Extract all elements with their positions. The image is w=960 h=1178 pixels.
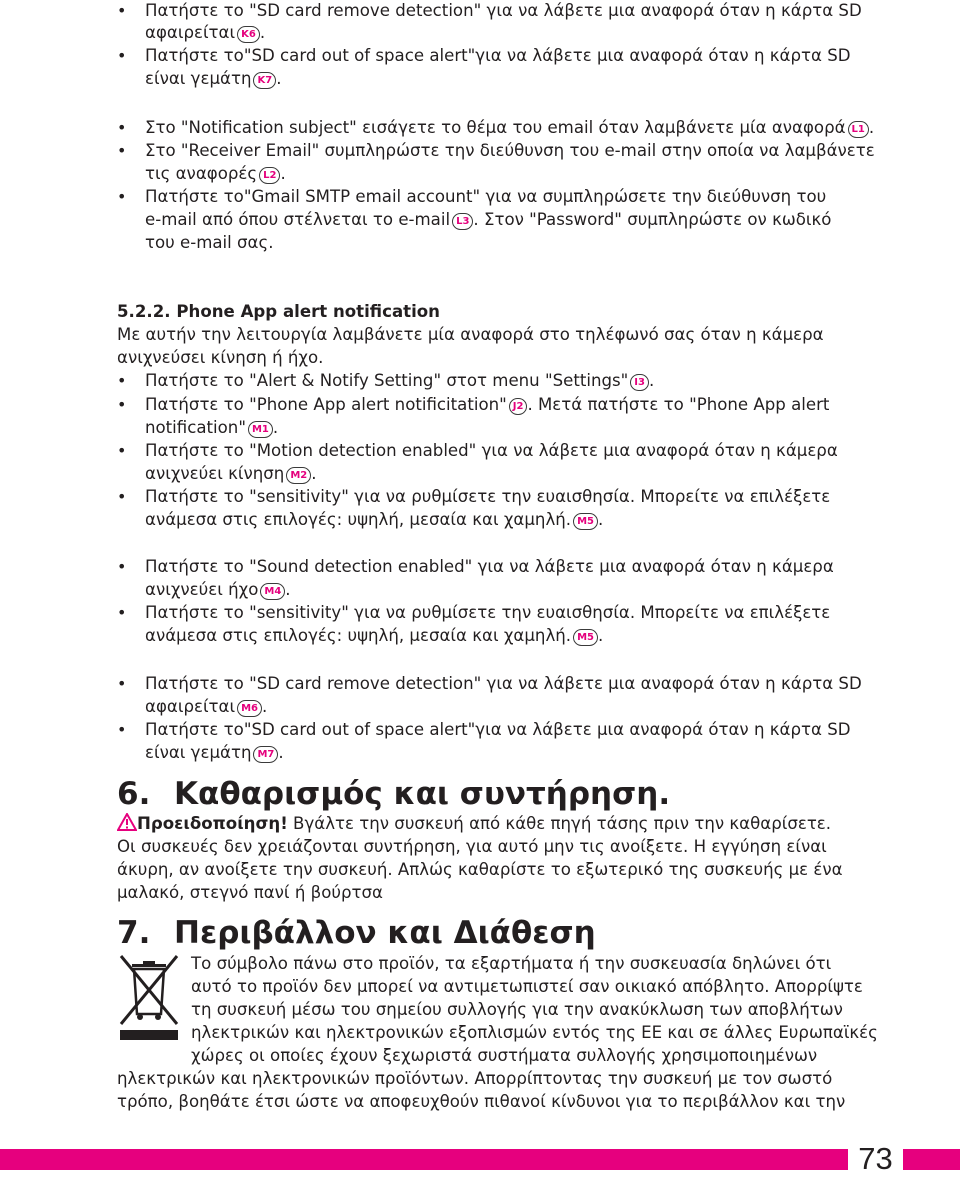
bullet: • (117, 674, 127, 693)
text-line: Πατήστε το "SD card remove detection" για να λάβετε μια αναφορά όταν η κάρτα SD (145, 1, 862, 20)
bullet: • (117, 487, 127, 506)
ref-badge: L3 (452, 213, 473, 230)
text-line: Πατήστε το "Alert & Notify Setting" στοτ menu "Settings" I3 . (145, 371, 655, 390)
text-line: αφαιρείται K6 . (145, 23, 266, 42)
warning-icon (117, 813, 137, 831)
weee-recycling-icon (118, 952, 180, 1042)
text-line: Πατήστε το "Phone App alert notificitation" J2 . Μετά πατήστε το "Phone App alert (145, 395, 830, 414)
paragraph-line: μαλακό, στεγνό πανί ή βούρτσα (117, 883, 383, 902)
paragraph-line: τη συσκευή μέσω του σημείου συλλογής για την ανακύκλωση των αποβλήτων (191, 1000, 843, 1019)
bullet: • (117, 46, 127, 65)
bullet: • (117, 187, 127, 206)
text-line: τις αναφορές L2 . (145, 164, 286, 183)
text-line: Πατήστε το"SD card out of space alert"για να λάβετε μια αναφορά όταν η κάρτα SD (145, 46, 851, 65)
ref-badge: M5 (573, 629, 598, 646)
ref-badge: K6 (237, 26, 260, 43)
bullet: • (117, 1, 127, 20)
footer-bar (0, 1149, 960, 1170)
paragraph-line: Με αυτήν την λειτουργία λαμβάνετε μία αναφορά στο τηλέφωνό σας όταν η κάμερα (117, 325, 824, 344)
text-line: ανάμεσα στις επιλογές: υψηλή, μεσαία και χαμηλή. M5 . (145, 510, 604, 529)
section-6-heading: 6. Καθαρισμός και συντήρηση. (117, 776, 671, 812)
ref-badge: M2 (286, 467, 311, 484)
section-heading: 5.2.2. Phone App alert notification (117, 302, 440, 321)
text-line: ανιχνεύει ήχο M4 . (145, 580, 291, 599)
paragraph-line: ανιχνεύσει κίνηση ή ήχο. (117, 348, 324, 367)
text-line: Πατήστε το "Sound detection enabled" για να λάβετε μια αναφορά όταν η κάμερα (145, 557, 834, 576)
page-number: 73 (848, 1142, 903, 1176)
ref-badge: K7 (253, 72, 276, 89)
paragraph-line: ηλεκτρικών και ηλεκτρονικών προϊόντων. Απορρίπτοντας την συσκευή με τον σωστό (117, 1069, 833, 1088)
text-line: Πατήστε το "SD card remove detection" για να λάβετε μια αναφορά όταν η κάρτα SD (145, 674, 862, 693)
paragraph-line: ηλεκτρικών και ηλεκτρονικών εξοπλισμών εντός της ΕΕ και σε άλλες Ευρωπαϊκές (191, 1023, 878, 1042)
text-line: Πατήστε το "sensitivity" για να ρυθμίσετε την ευαισθησία. Μπορείτε να επιλέξετε (145, 487, 831, 506)
ref-badge: L1 (848, 121, 869, 138)
paragraph-line: χώρες οι οποίες έχουν ξεχωριστά συστήματα συλλογής χρησιμοποιημένων (191, 1046, 818, 1065)
text-line: Πατήστε το "sensitivity" για να ρυθμίσετε την ευαισθησία. Μπορείτε να επιλέξετε (145, 603, 831, 622)
ref-badge: J2 (509, 398, 528, 415)
bullet: • (117, 371, 127, 390)
text-line: Στο "Notification subject" εισάγετε το θέμα του email όταν λαμβάνετε μία αναφορά L1 . (145, 118, 875, 137)
text-line: Πατήστε το "Motion detection enabled" για να λάβετε μια αναφορά όταν η κάμερα (145, 441, 838, 460)
text-line: e-mail από όπου στέλνεται το e-mail L3 . Στον "Password" συμπληρώστε ον κωδικό (145, 210, 832, 229)
paragraph-line: Το σύμβολο πάνω στο προϊόν, τα εξαρτήματα ή την συσκευασία δηλώνει ότι (191, 954, 832, 973)
ref-badge: I3 (630, 374, 649, 391)
text-line: ανάμεσα στις επιλογές: υψηλή, μεσαία και χαμηλή. M5 . (145, 626, 604, 645)
text-line: ανιχνεύει κίνηση M2 . (145, 464, 317, 483)
bullet: • (117, 141, 127, 160)
bullet: • (117, 118, 127, 137)
bullet: • (117, 441, 127, 460)
text-line: Πατήστε το"SD card out of space alert"για να λάβετε μια αναφορά όταν η κάρτα SD (145, 720, 851, 739)
ref-badge: L2 (259, 167, 280, 184)
bullet: • (117, 557, 127, 576)
ref-badge: M4 (260, 583, 285, 600)
warning-label: Προειδοποίηση! (137, 814, 288, 833)
section-7-heading: 7. Περιβάλλον και Διάθεση (117, 915, 596, 951)
ref-badge: M5 (573, 513, 598, 530)
text-line: είναι γεμάτη M7 . (145, 743, 284, 762)
text-line: αφαιρείται M6 . (145, 697, 268, 716)
bullet: • (117, 395, 127, 414)
text-line: Στο "Receiver Email" συμπληρώστε την διεύθυνση του e-mail στην οποία να λαμβάνετε (145, 141, 875, 160)
paragraph-line: τρόπο, βοηθάτε έτσι ώστε να αποφευχθούν πιθανοί κίνδυνοι για το περιβάλλον και την (117, 1092, 846, 1111)
text-line: notification" M1 . (145, 418, 279, 437)
text-line: Πατήστε το"Gmail SMTP email account" για να συμπληρώσετε την διεύθυνση του (145, 187, 827, 206)
text-line: είναι γεμάτη K7 . (145, 69, 282, 88)
ref-badge: M7 (253, 746, 278, 763)
warning-line: Προειδοποίηση! Βγάλτε την συσκευή από κάθε πηγή τάσης πριν την καθαρίσετε. (117, 813, 831, 835)
ref-badge: M6 (237, 700, 262, 717)
bullet: • (117, 603, 127, 622)
paragraph-line: Οι συσκευές δεν χρειάζονται συντήρηση, για αυτό μην τις ανοίξετε. Η εγγύηση είναι (117, 837, 827, 856)
bullet: • (117, 720, 127, 739)
ref-badge: M1 (248, 421, 273, 438)
paragraph-line: άκυρη, αν ανοίξετε την συσκευή. Απλώς καθαρίστε το εξωτερικό της συσκευής με ένα (117, 860, 843, 879)
paragraph-line: αυτό το προϊόν δεν μπορεί να αντιμετωπιστεί σαν οικιακό απόβλητο. Απορρίψτε (191, 977, 863, 996)
text-line: του e-mail σας. (145, 233, 274, 252)
